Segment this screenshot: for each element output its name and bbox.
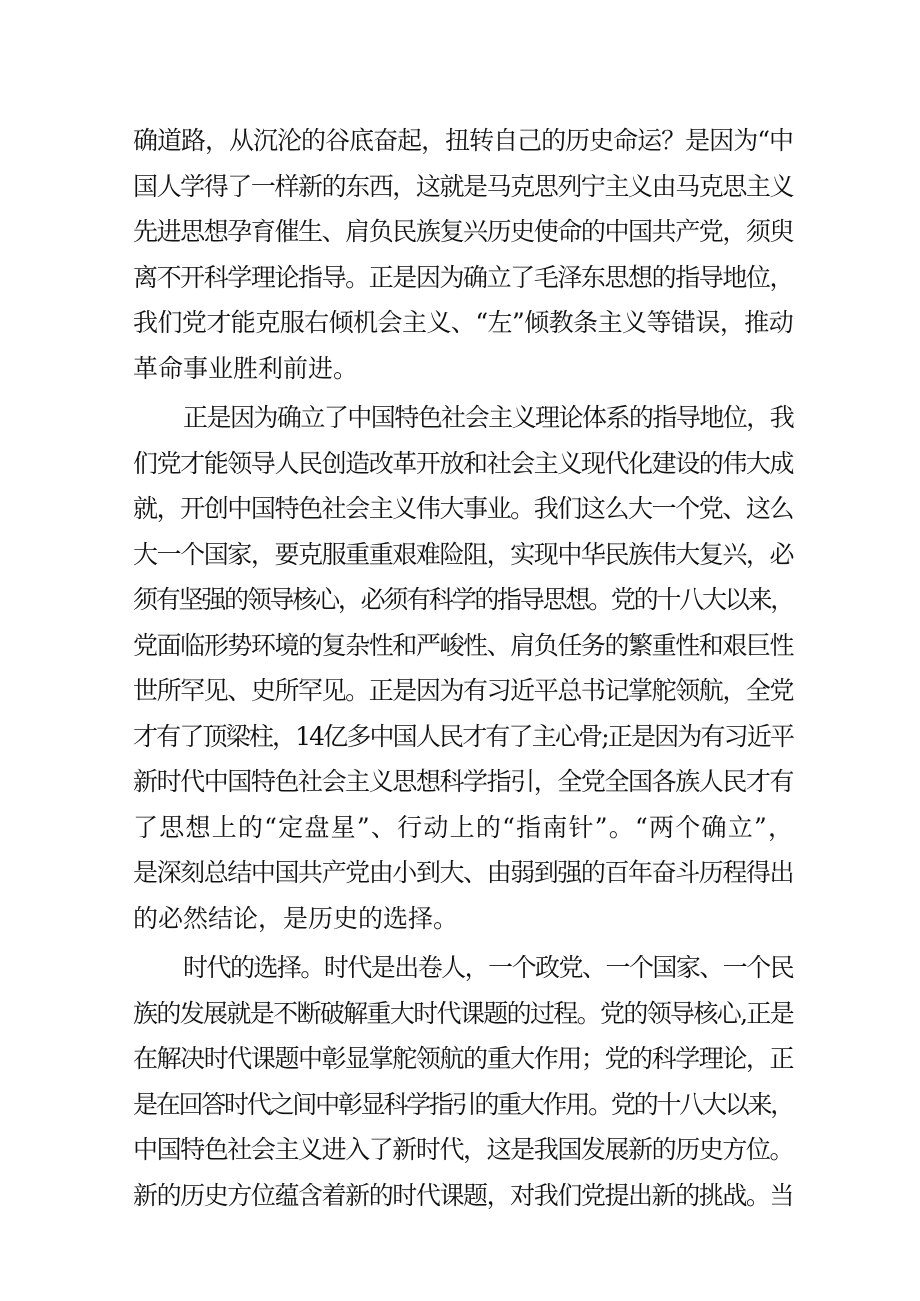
text-line: 革命事业胜利前进。 [133,353,359,383]
text-line: 正是因为确立了中国特色社会主义理论体系的指导地位，我 [183,403,793,432]
paragraph-2 [133,395,793,941]
text-line: 了思想上的“定盘星”、行动上的“指南针”。“两个确立”， [133,812,793,842]
text-line: 是在回答时代之间中彰显科学指引的重大作用。党的十八大以来， [133,1089,793,1119]
text-line: 离不开科学理论指导。正是因为确立了毛泽东思想的指导地位， [133,262,793,292]
text-line: 时代的选择。时代是出卷人，一个政党、一个国家、一个民 [183,953,793,982]
text-line: 党面临形势环境的复杂性和严峻性、肩负任务的繁重性和艰巨性 [133,630,793,660]
text-line: 是深刻总结中国共产党由小到大、由弱到强的百年奋斗历程得出 [133,858,793,887]
paragraph-3 [133,945,793,1218]
text-line: 大一个国家，要克服重重艰难险阻，实现中华民族伟大复兴，必 [133,539,793,569]
text-line: 世所罕见、史所罕见。正是因为有习近平总书记掌舵领航，全党 [133,676,793,705]
text-line: 们党才能领导人民创造改革开放和社会主义现代化建设的伟大成 [133,448,793,478]
text-line: 在解决时代课题中彰显掌舵领航的重大作用；党的科学理论，正 [133,1044,793,1073]
text-line: 的必然结论，是历史的选择。 [133,903,459,933]
document-body [133,118,793,1218]
text-line: 国人学得了一样新的东西，这就是马克思列宁主义由马克思主义 [133,171,793,201]
text-line: 我们党才能克服右倾机会主义、“左”倾教条主义等错误，推动 [133,308,793,337]
paragraph-1 [133,118,793,391]
text-line: 须有坚强的领导核心，必须有科学的指导思想。党的十八大以来， [133,585,793,614]
text-line: 新时代中国特色社会主义思想科学指引，全党全国各族人民才有 [133,767,793,796]
text-line: 中国特色社会主义进入了新时代，这是我国发展新的历史方位。 [133,1135,793,1164]
text-line: 才有了顶梁柱，14亿多中国人民才有了主心骨;正是因为有习近平 [133,721,793,751]
text-line: 确道路，从沉沦的谷底奋起，扭转自己的历史命运？是因为“中 [133,126,793,155]
text-line: 族的发展就是不断破解重大时代课题的过程。党的领导核心,正是 [133,998,793,1028]
text-line: 就，开创中国特色社会主义伟大事业。我们这么大一个党、这么 [133,494,793,523]
text-line: 先进思想孕育催生、肩负民族复兴历史使命的中国共产党，须臾 [133,217,793,246]
text-line: 新的历史方位蕴含着新的时代课题，对我们党提出新的挑战。当 [133,1180,793,1210]
